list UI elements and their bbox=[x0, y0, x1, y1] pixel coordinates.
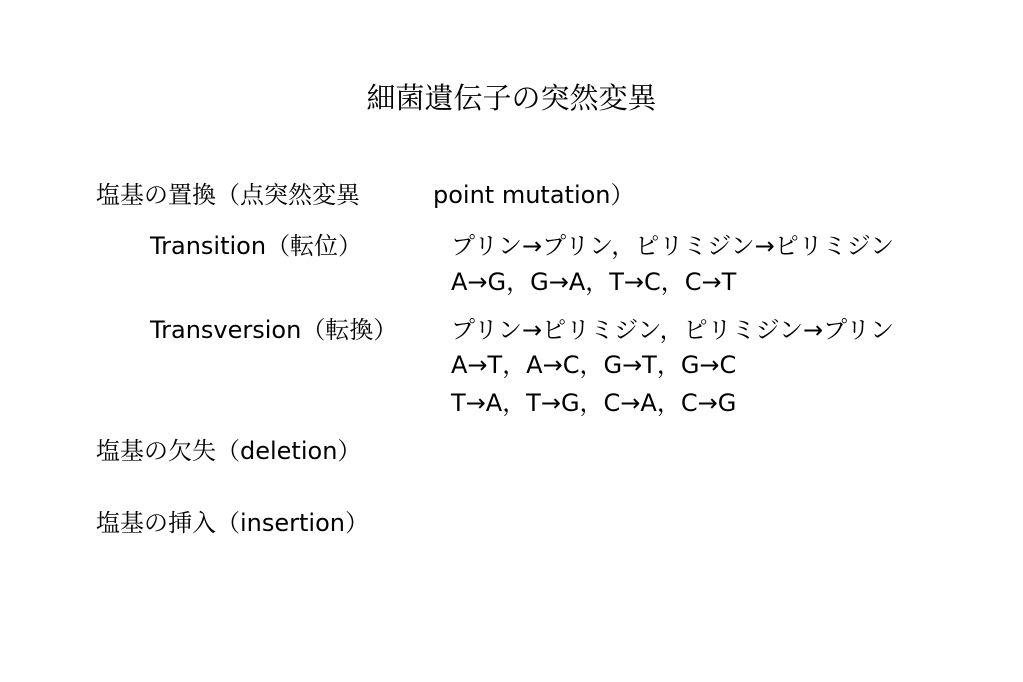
insertion-label: 塩基の挿入（insertion） bbox=[96, 509, 369, 537]
slide-title: 細菌遺伝子の突然変異 bbox=[366, 81, 657, 115]
deletion-label: 塩基の欠失（deletion） bbox=[96, 437, 362, 465]
point-mutation-english: point mutation） bbox=[433, 181, 635, 209]
transition-examples: A→G，G→A，T→C，C→T bbox=[451, 268, 737, 296]
transversion-examples-2: T→A，T→G，C→A，C→G bbox=[451, 389, 737, 417]
transition-label: Transition（転位） bbox=[150, 232, 363, 260]
transversion-examples-1: A→T，A→C，G→T，G→C bbox=[451, 351, 737, 379]
transition-rule: プリン→プリン，ピリミジン→ピリミジン bbox=[451, 232, 895, 260]
point-mutation-label: 塩基の置換（点突然変異 bbox=[96, 181, 360, 209]
transversion-label: Transversion（転換） bbox=[150, 316, 398, 344]
transversion-rule: プリン→ピリミジン，ピリミジン→プリン bbox=[451, 316, 895, 344]
